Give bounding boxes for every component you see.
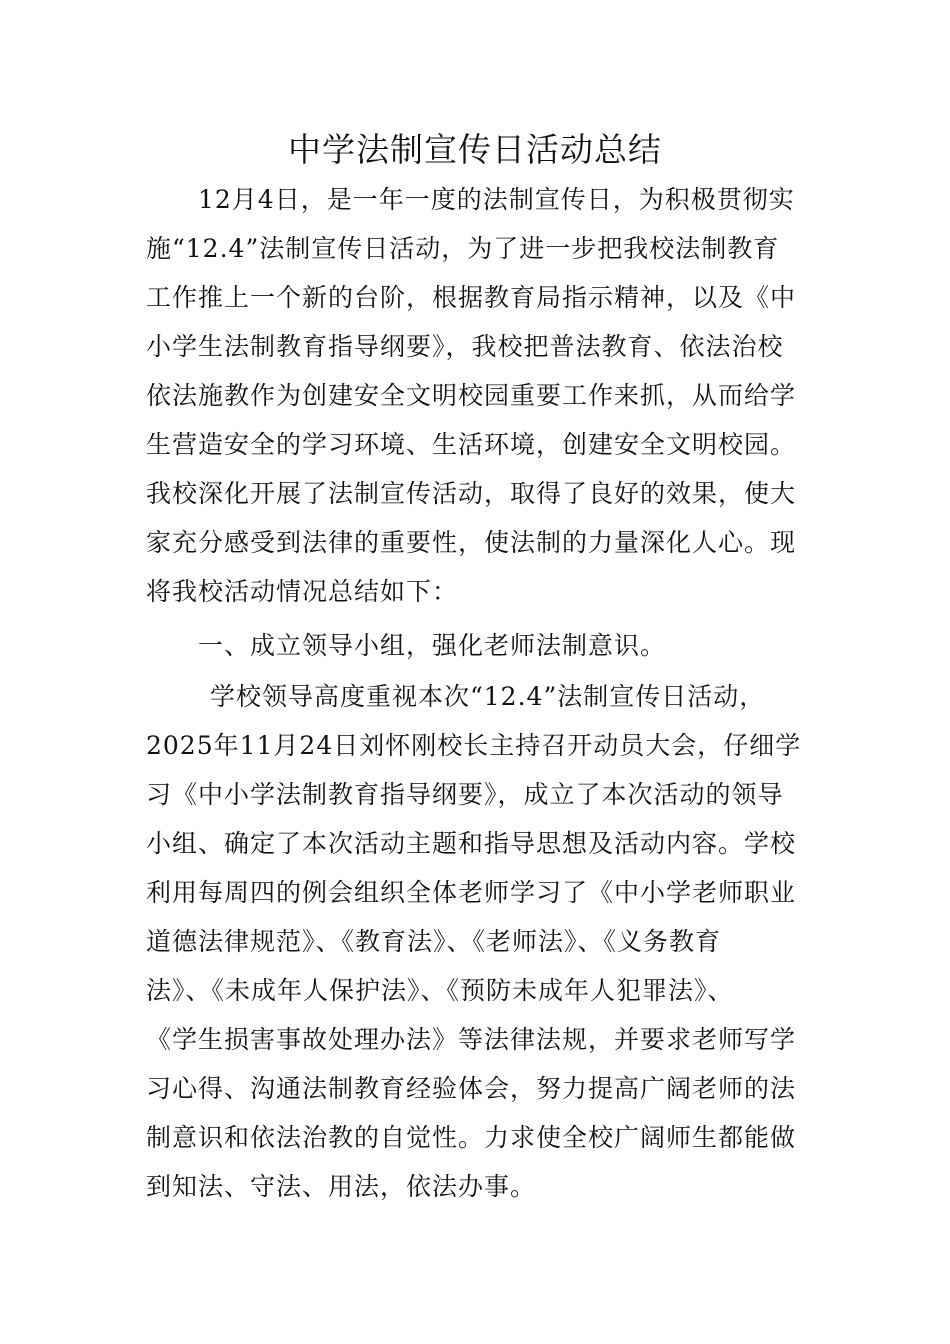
paragraph-line: 制意识和依法治教的自觉性。力求使全校广阔师生都能做 [146, 1123, 797, 1152]
paragraph-line: 学校领导高度重视本次“12.4”法制宣传日活动， [210, 682, 766, 711]
paragraph-line: 小学生法制教育指导纲要》，我校把普法教育、依法治校 [146, 332, 784, 361]
paragraph-line: 依法施教作为创建安全文明校园重要工作来抓，从而给学 [146, 381, 797, 410]
paragraph-line: 施“12.4”法制宣传日活动，为了进一步把我校法制教育 [146, 234, 780, 263]
paragraph-line: 12月4日，是一年一度的法制宣传日，为积极贯彻实 [198, 185, 795, 214]
section-heading: 一、成立领导小组，强化老师法制意识。 [198, 631, 667, 660]
paragraph-line: 到知法、守法、用法，依法办事。 [146, 1172, 537, 1201]
paragraph-line: 2025年11月24日刘怀刚校长主持召开动员大会，仔细学 [146, 731, 802, 760]
paragraph-line: 《学生损害事故处理办法》等法律法规，并要求老师写学 [146, 1025, 797, 1054]
paragraph-line: 生营造安全的学习环境、生活环境，创建安全文明校园。 [146, 430, 797, 459]
paragraph-line: 道德法律规范》、《教育法》、《老师法》、《义务教育 [146, 927, 722, 956]
paragraph-line: 我校深化开展了法制宣传活动，取得了良好的效果，使大 [146, 479, 797, 508]
paragraph-line: 习心得、沟通法制教育经验体会，努力提高广阔老师的法 [146, 1074, 797, 1103]
paragraph-line: 家充分感受到法律的重要性，使法制的力量深化人心。现 [146, 528, 797, 557]
paragraph-line: 习《中小学法制教育指导纲要》，成立了本次活动的领导 [146, 780, 784, 809]
paragraph-line: 工作推上一个新的台阶，根据教育局指示精神，以及《中 [146, 283, 797, 312]
paragraph-line: 利用每周四的例会组织全体老师学习了《中小学老师职业 [146, 878, 797, 907]
paragraph-line: 法》、《未成年人保护法》、《预防未成年人犯罪法》、 [146, 976, 734, 1005]
paragraph-line: 小组、确定了本次活动主题和指导思想及活动内容。学校 [146, 829, 797, 858]
paragraph-line: 将我校活动情况总结如下： [146, 577, 459, 606]
document-title: 中学法制宣传日活动总结 [288, 130, 662, 169]
